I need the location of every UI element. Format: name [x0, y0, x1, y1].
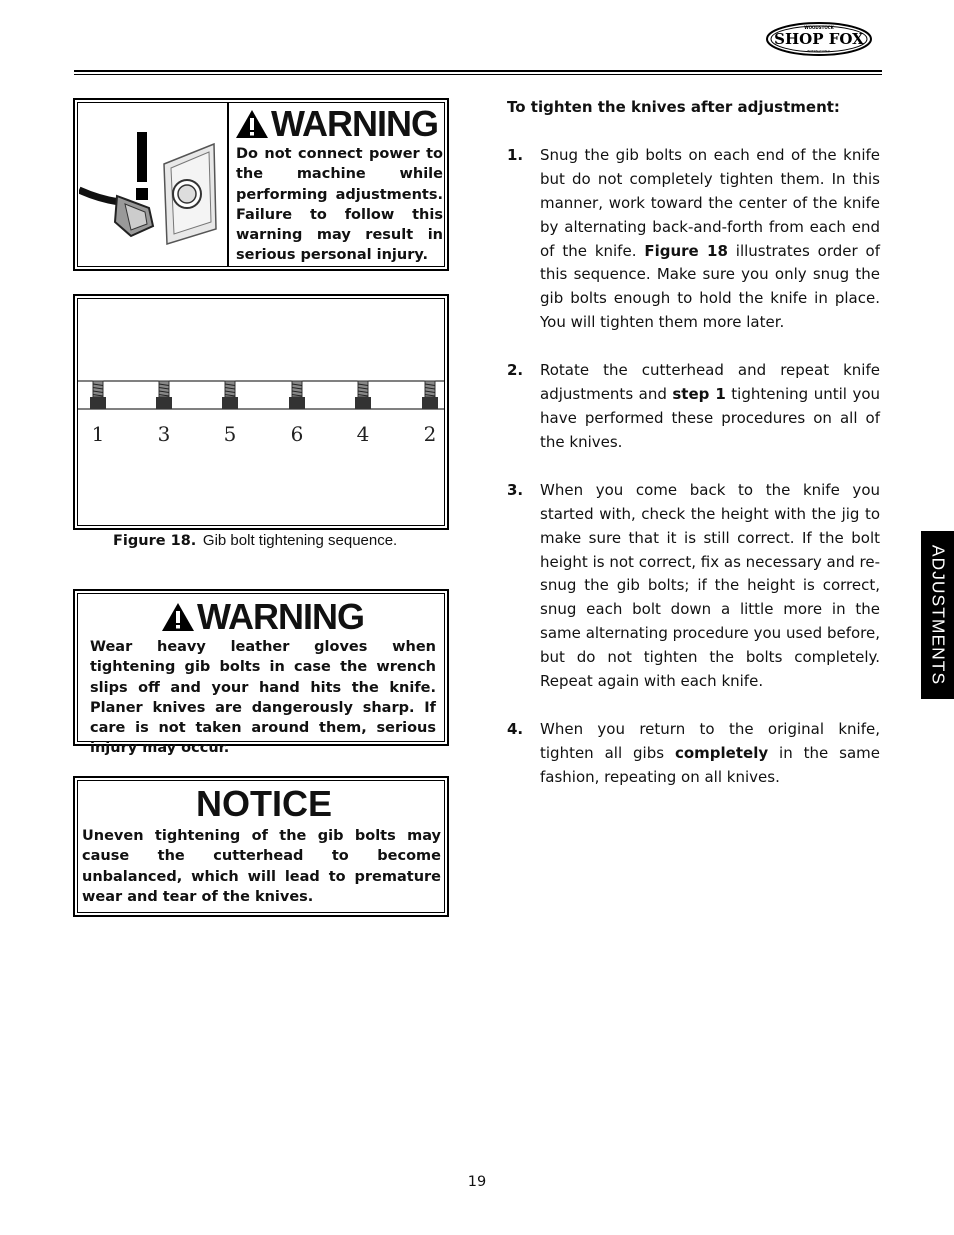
step-number: 2. — [507, 361, 524, 380]
instruction-step — [507, 718, 880, 790]
gib-bolt — [222, 381, 238, 409]
warning-text: Wear heavy leather gloves when tightening gib bolts in case the wrench slips off and your hand hits the knife. Planer knives are dangerously sharp. If care is not taken around them, serious injury may occur. — [90, 639, 436, 757]
bolt-sequence-label: 2 — [423, 422, 437, 446]
header-rule-bottom — [74, 74, 882, 75]
step-text: Snug the gib bolts on each end of the knife but do not completely tighten them. In this manner, work toward the center of the knife by alternating back-and-forth from each end of the knife. Figure 18 illustrates order of this sequence. Make sure you only snug the gib bolts enough to hold the knife in place. You will tighten them more later. — [540, 145, 880, 332]
warning-triangle-icon — [161, 602, 195, 632]
svg-text:INTERNATIONAL: INTERNATIONAL — [806, 49, 832, 53]
page-number: 19 — [467, 1174, 487, 1190]
instructions-heading: To tighten the knives after adjustment: — [507, 98, 840, 116]
step-text: When you return to the original knife, tighten all gibs completely in the same fashion, repeating on all knives. — [540, 719, 880, 786]
step-text: Rotate the cutterhead and repeat knife adjustments and step 1 tightening until you have performed these procedures on all of the knives. — [540, 361, 881, 451]
bolt-sequence-label: 5 — [223, 422, 237, 446]
gib-bolt — [289, 381, 305, 409]
gib-bolt — [156, 381, 172, 409]
notice-heading: NOTICE — [196, 783, 333, 824]
gib-bolt — [422, 381, 438, 409]
notice-box — [73, 776, 449, 917]
step-number: 4. — [507, 719, 524, 738]
svg-text:SHOP FOX: SHOP FOX — [774, 30, 864, 48]
instructions — [507, 96, 880, 814]
bolt-sequence-label: 4 — [356, 422, 370, 446]
warning-box-power — [73, 98, 449, 271]
bolt-sequence-label: 1 — [91, 422, 105, 446]
figure-18 — [73, 294, 449, 530]
gib-bolt-diagram — [78, 299, 444, 525]
gib-bolt — [355, 381, 371, 409]
warning-text: Do not connect power to the machine while performing adjustments. Failure to follow this warning may result in serious personal injury. — [236, 146, 443, 264]
step-number: 1. — [507, 145, 524, 164]
power-plug-icon — [79, 104, 225, 267]
step-text: When you come back to the knife you started with, check the height with the jig to make sure that it is still correct. If the bolt height is not correct, fix as necessary and re-snug the gib bolts; if the height is correct, snug each bolt down a little more in the same alternating procedure you used before, but do not tighten the bolts completely. Repeat again with each knife. — [540, 480, 880, 691]
bolt-sequence-label: 3 — [157, 422, 171, 446]
header-rule-top — [74, 70, 882, 72]
instruction-step — [507, 144, 880, 335]
figure-caption: Figure 18. Gib bolt tightening sequence. — [113, 532, 398, 549]
shop-fox-logo — [766, 22, 872, 56]
warning-heading: WARNING — [161, 599, 364, 635]
gib-bolt — [90, 381, 106, 409]
warning-triangle-icon — [235, 109, 269, 139]
instruction-step — [507, 479, 880, 694]
instruction-step — [507, 359, 880, 455]
warning-box-gloves — [73, 589, 449, 757]
section-tab: ADJUSTMENTS — [921, 531, 954, 699]
notice-text: Uneven tightening of the gib bolts may cause the cutterhead to become unbalanced, which will lead to premature wear and tear of the knives. — [82, 828, 441, 905]
step-number: 3. — [507, 480, 524, 499]
svg-text:WOODSTOCK: WOODSTOCK — [804, 25, 834, 30]
warning-heading: WARNING — [235, 106, 438, 142]
bolt-sequence-label: 6 — [290, 422, 304, 446]
